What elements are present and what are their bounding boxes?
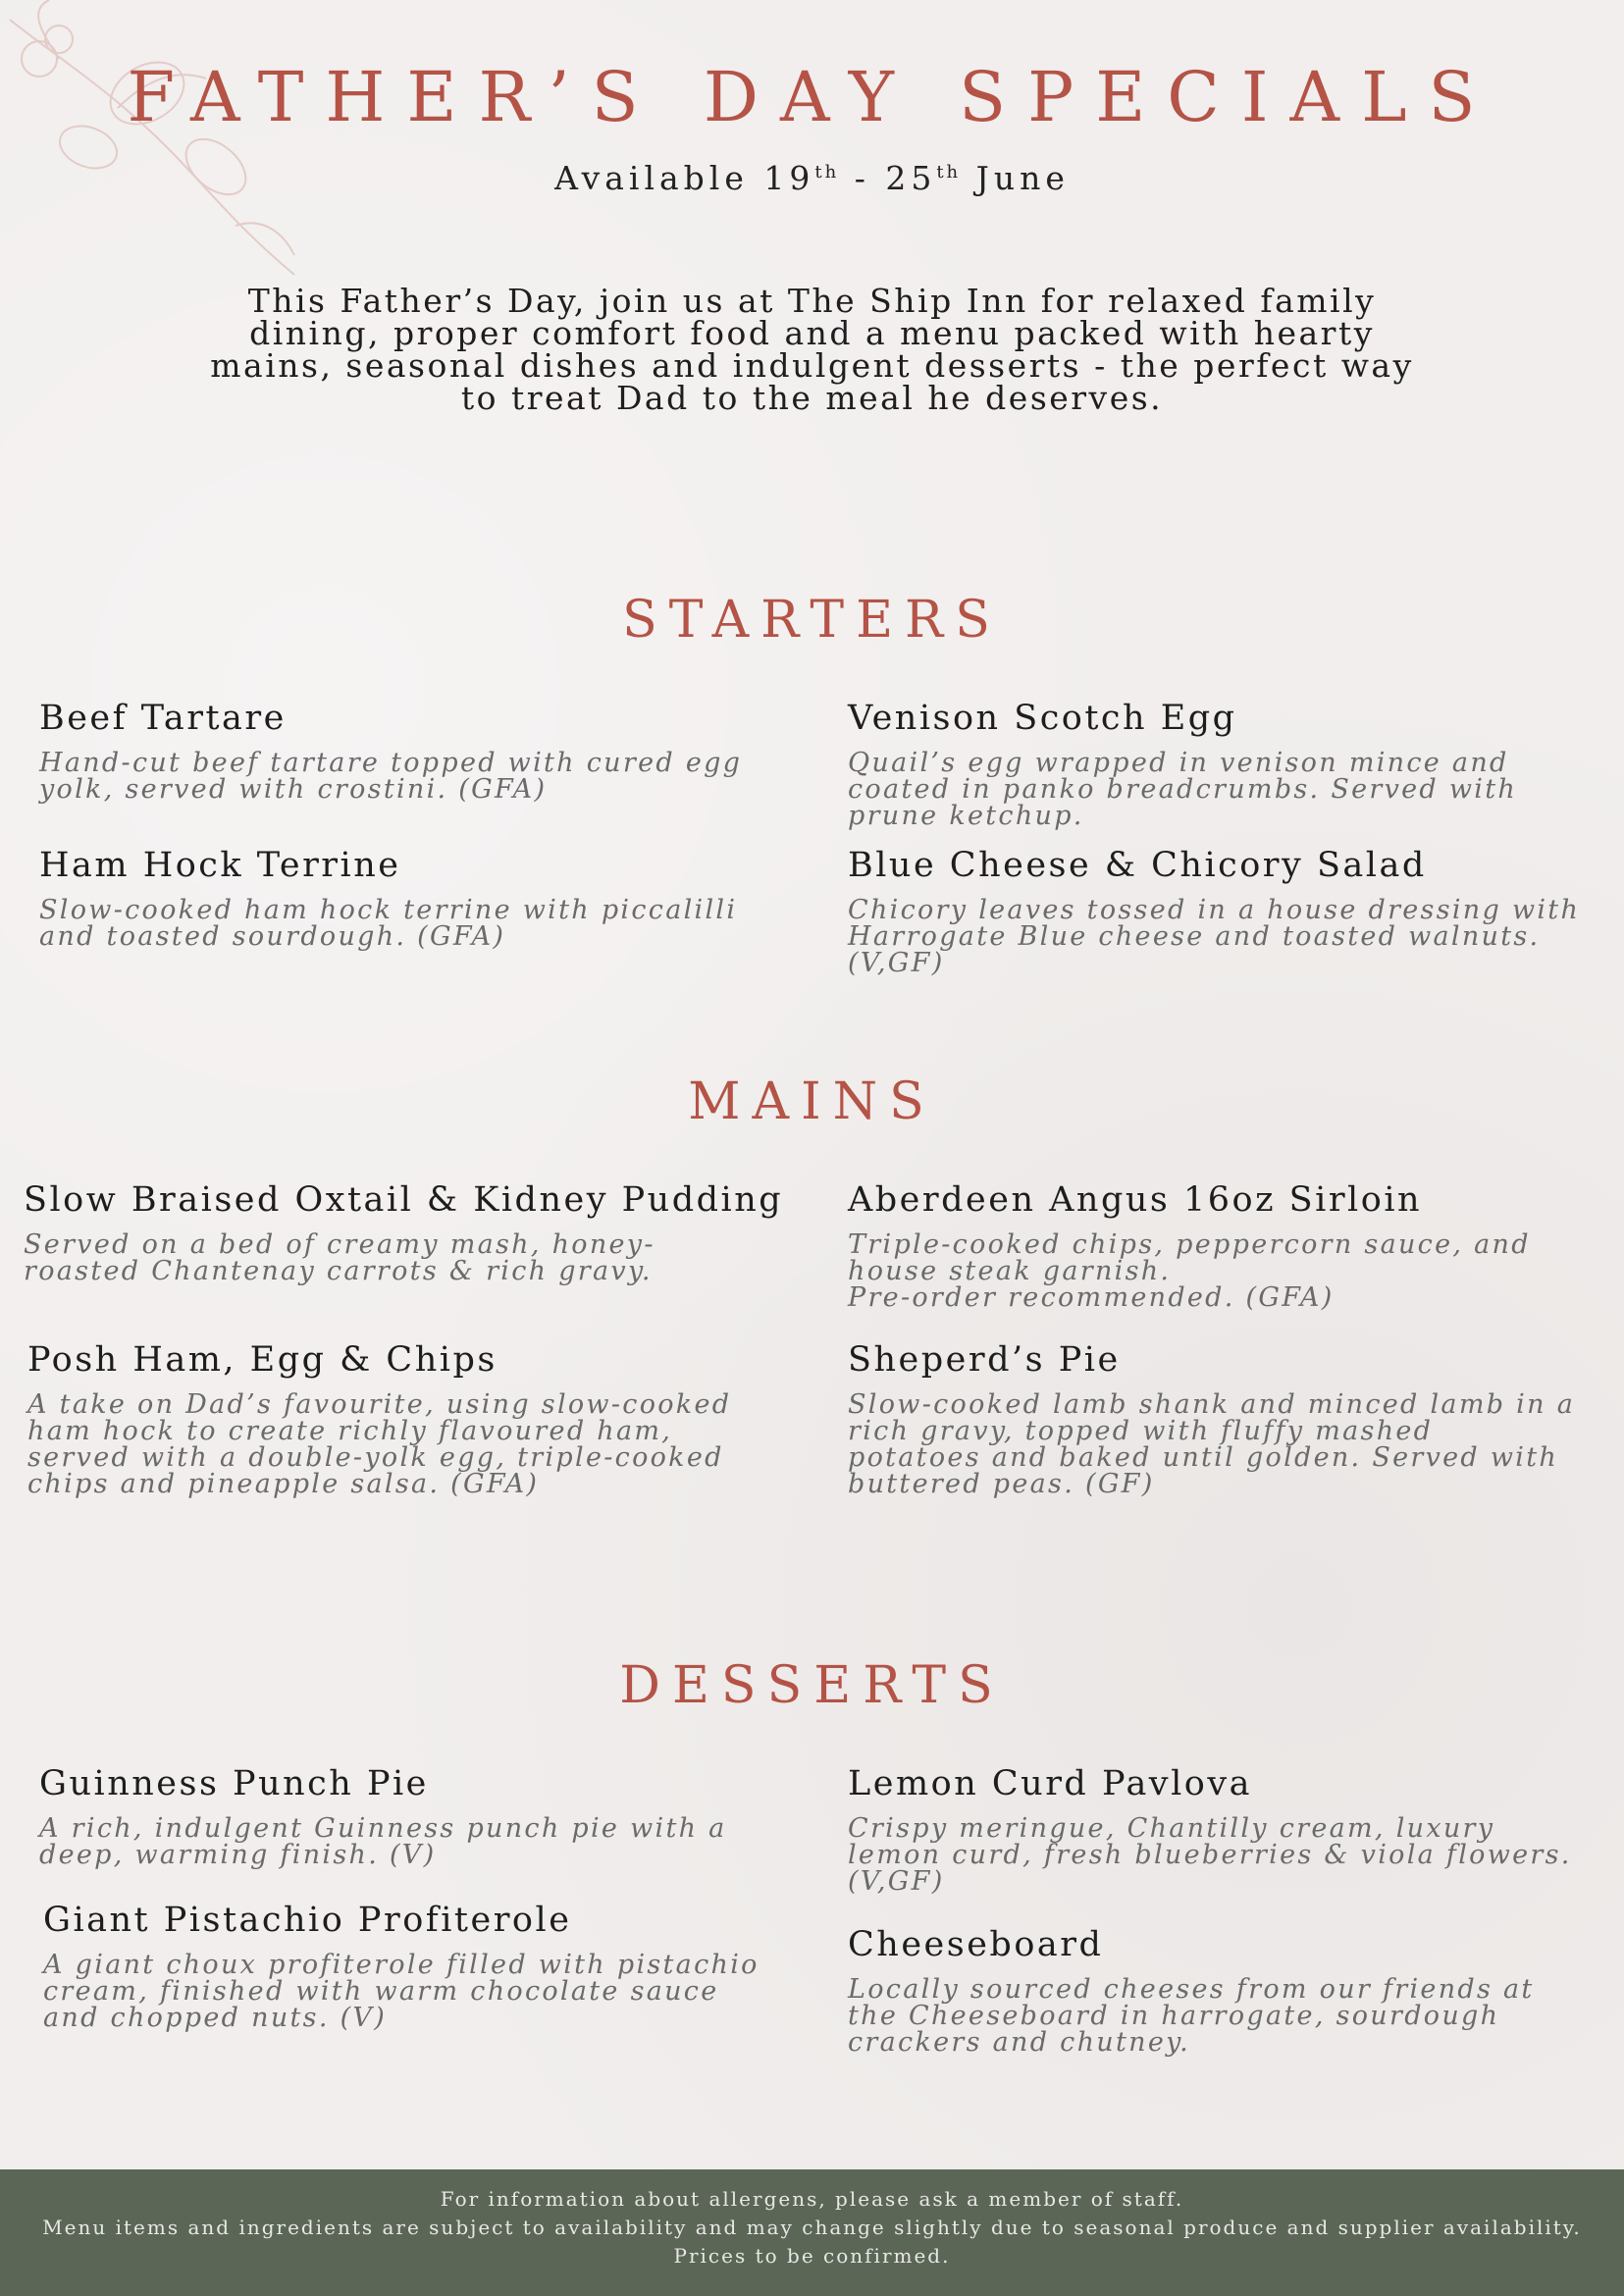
dates-prefix: Available 19: [554, 159, 815, 197]
menu-item-description: Hand-cut beef tartare topped with cured egg yolk, served with crostini. (GFA): [39, 748, 743, 805]
menu-item-description: A giant choux profiterole filled with pistachio cream, finished with warm chocolate sauce and chopped nuts. (V): [43, 1950, 760, 2033]
menu-item-description: Chicory leaves tossed in a house dressing with Harrogate Blue cheese and toasted walnuts. (V,GF): [848, 895, 1581, 978]
menu-item-description: A rich, indulgent Guinness punch pie with a deep, warming finish. (V): [39, 1813, 727, 1870]
availability-dates: [0, 159, 1624, 197]
menu-item-description: Served on a bed of creamy mash, honey- roasted Chantenay carrots & rich gravy.: [24, 1229, 655, 1286]
menu-item-name: Guinness Punch Pie: [39, 1764, 429, 1803]
menu-item: [848, 699, 1613, 829]
menu-item: [848, 1340, 1613, 1497]
footer-availability-line: Menu items and ingredients are subject to availability and may change slightly due to seasonal produce and supplier availability.: [42, 2216, 1582, 2239]
menu-item: [27, 1340, 793, 1497]
dates-sup-2: th: [936, 162, 962, 183]
menu-item-name: Giant Pistachio Profiterole: [43, 1901, 572, 1940]
page-title: FATHER’S DAY SPECIALS: [127, 57, 1497, 137]
dates-mid: - 25: [839, 159, 937, 197]
menu-item: [24, 1180, 789, 1284]
intro-line: to treat Dad to the meal he deserves.: [460, 379, 1164, 417]
menu-item-name: Blue Cheese & Chicory Salad: [848, 846, 1427, 885]
menu-item-description: Locally sourced cheeses from our friends at the Cheeseboard in harrogate, sourdough crackers and chutney.: [848, 1974, 1535, 2058]
menu-item-description: Slow-cooked ham hock terrine with piccalilli and toasted sourdough. (GFA): [39, 895, 738, 952]
menu-item-description: Triple-cooked chips, peppercorn sauce, and house steak garnish. Pre-order recommended. (GFA): [848, 1229, 1531, 1313]
menu-item: [39, 846, 805, 950]
menu-item-name: Ham Hock Terrine: [39, 846, 401, 885]
floral-illustration: [0, 0, 353, 294]
intro-line: dining, proper comfort food and a menu packed with hearty: [249, 314, 1375, 352]
menu-item-name: Cheeseboard: [848, 1925, 1104, 1964]
intro-line: mains, seasonal dishes and indulgent desserts - the perfect way: [210, 346, 1414, 385]
menu-item: [43, 1901, 809, 2031]
footer-prices-line: Prices to be confirmed.: [673, 2244, 951, 2268]
menu-item-description: Quail’s egg wrapped in venison mince and coated in panko breadcrumbs. Served with prune ketchup.: [848, 748, 1518, 831]
menu-item-name: Sheperd’s Pie: [848, 1340, 1121, 1380]
menu-item: [848, 846, 1613, 976]
menu-item: [848, 1764, 1613, 1895]
footer-allergen-line: For information about allergens, please ask a member of staff.: [440, 2187, 1184, 2211]
menu-item-description: A take on Dad’s favourite, using slow-cooked ham hock to create richly flavoured ham, served with a double-yolk egg, triple-cooked chips and pineapple salsa. (GFA): [27, 1389, 732, 1499]
menu-item-name: Beef Tartare: [39, 699, 287, 738]
intro-line: This Father’s Day, join us at The Ship Inn for relaxed family: [247, 282, 1377, 320]
dates-sup-1: th: [814, 162, 840, 183]
menu-item: [39, 1764, 805, 1868]
dates-suffix: June: [961, 159, 1070, 197]
menu-item-description: Slow-cooked lamb shank and minced lamb in a rich gravy, topped with fluffy mashed potatoes and baked until golden. Served with buttered peas. (GF): [848, 1389, 1576, 1499]
menu-item: [39, 699, 805, 803]
menu-item-name: Venison Scotch Egg: [848, 699, 1237, 738]
menu-item-name: Slow Braised Oxtail & Kidney Pudding: [24, 1180, 784, 1220]
menu-item-name: Lemon Curd Pavlova: [848, 1764, 1252, 1803]
menu-item-name: Posh Ham, Egg & Chips: [27, 1340, 498, 1380]
intro-paragraph: [186, 282, 1438, 417]
menu-item: [848, 1925, 1613, 2056]
section-title-mains: MAINS: [688, 1072, 936, 1131]
footer-notice: [0, 2169, 1624, 2296]
section-title-desserts: DESSERTS: [619, 1656, 1005, 1715]
menu-item: [848, 1180, 1613, 1311]
menu-item-name: Aberdeen Angus 16oz Sirloin: [848, 1180, 1423, 1220]
section-title-starters: STARTERS: [622, 591, 1002, 650]
menu-item-description: Crispy meringue, Chantilly cream, luxury lemon curd, fresh blueberries & viola flowers. (V,GF): [848, 1813, 1572, 1897]
